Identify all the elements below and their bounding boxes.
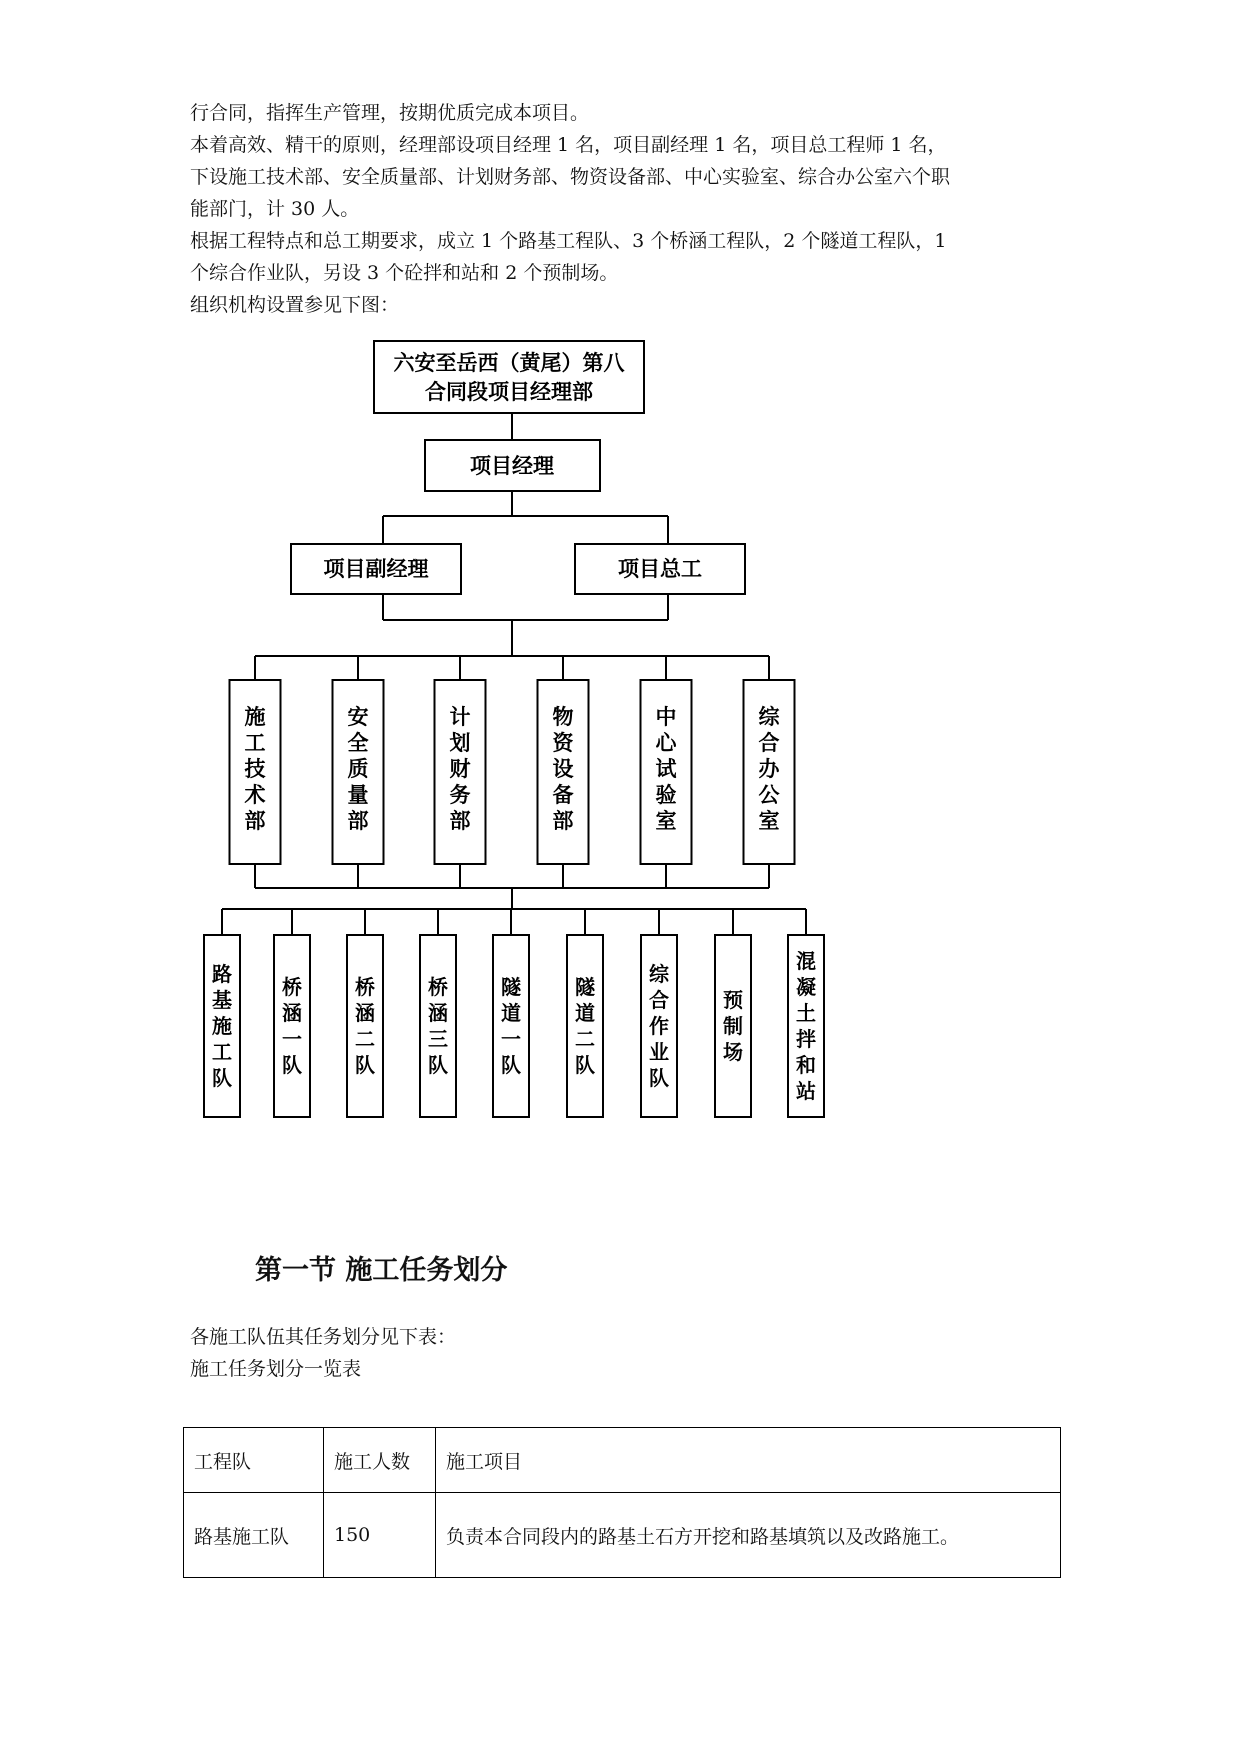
manager-label: 项目经理 xyxy=(470,454,554,478)
team-8-label: 预制场 xyxy=(723,988,743,1064)
team-3-label: 桥涵二队 xyxy=(355,975,375,1077)
section-title: 第一节 施工任务划分 xyxy=(255,1255,508,1286)
department-2-label: 安全质量部 xyxy=(347,705,369,833)
intro-line: 能部门，计 30 人。 xyxy=(190,198,360,220)
team-4-label: 桥涵三队 xyxy=(428,975,448,1077)
team-2-box xyxy=(274,935,310,1117)
teams-row xyxy=(204,909,824,1117)
section-intro: 各施工队伍其任务划分见下表： xyxy=(190,1326,457,1348)
intro-line: 下设施工技术部、安全质量部、计划财务部、物资设备部、中心实验室、综合办公室六个职 xyxy=(190,166,951,188)
section-text xyxy=(190,1321,1060,1385)
intro-line: 根据工程特点和总工期要求，成立 1 个路基工程队、3 个桥涵工程队，2 个隧道工程队，1 xyxy=(190,230,947,252)
table-caption: 施工任务划分一览表 xyxy=(190,1358,362,1380)
team-6-box xyxy=(567,935,603,1117)
intro-line: 个综合作业队，另设 3 个砼拌和站和 2 个预制场。 xyxy=(190,262,619,284)
chief-engineer-label: 项目总工 xyxy=(618,557,702,581)
table-row xyxy=(184,1493,1061,1578)
deputy-label: 项目副经理 xyxy=(323,557,429,581)
cell-scope: 负责本合同段内的路基土石方开挖和路基填筑以及改路施工。 xyxy=(436,1493,1061,1578)
department-4-label: 物资设备部 xyxy=(552,705,574,833)
header-headcount: 施工人数 xyxy=(324,1428,436,1493)
intro-line: 本着高效、精干的原则，经理部设项目经理 1 名，项目副经理 1 名，项目总工程师 1 名， xyxy=(190,134,947,156)
table-header-row xyxy=(184,1428,1061,1493)
cell-headcount: 150 xyxy=(324,1493,436,1578)
team-6-label: 隧道二队 xyxy=(575,975,595,1077)
header-team: 工程队 xyxy=(184,1428,324,1493)
department-3-label: 计划财务部 xyxy=(449,705,471,833)
cell-team: 路基施工队 xyxy=(184,1493,324,1578)
department-1-label: 施工技术部 xyxy=(244,705,266,833)
department-6-label: 综合办公室 xyxy=(758,705,780,833)
root-line-1: 六安至岳西（黄尾）第八 xyxy=(393,351,625,375)
root-line-2: 合同段项目经理部 xyxy=(425,380,593,404)
intro-line: 组织机构设置参见下图： xyxy=(190,294,400,316)
team-7-label: 综合作业队 xyxy=(649,962,669,1090)
team-2-label: 桥涵一队 xyxy=(282,975,302,1077)
team-4-box xyxy=(420,935,456,1117)
departments-row xyxy=(230,656,795,888)
department-5-label: 中心试验室 xyxy=(655,705,677,833)
team-5-label: 隧道一队 xyxy=(501,975,521,1077)
team-1-label: 路基施工队 xyxy=(212,962,232,1090)
team-9-label: 混凝土拌和站 xyxy=(796,949,816,1103)
task-table xyxy=(183,1427,1061,1578)
header-scope: 施工项目 xyxy=(436,1428,1061,1493)
team-3-box xyxy=(347,935,383,1117)
intro-line: 行合同，指挥生产管理，按期优质完成本项目。 xyxy=(190,102,590,124)
team-5-box xyxy=(493,935,529,1117)
